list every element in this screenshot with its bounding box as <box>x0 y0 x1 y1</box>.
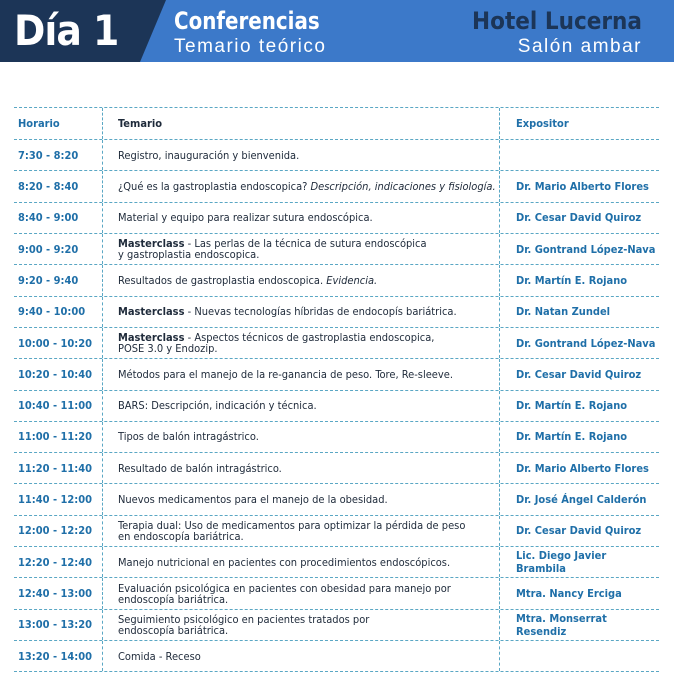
column-divider <box>499 422 500 452</box>
time-cell: 11:40 - 12:00 <box>18 493 92 507</box>
topic-cell <box>102 181 500 192</box>
time-cell: 11:00 - 11:20 <box>18 430 92 444</box>
speaker-cell: Dr. Cesar David Quiroz <box>516 211 642 225</box>
table-row <box>14 516 659 547</box>
table-row <box>14 484 659 515</box>
speaker-cell: Dr. Mario Alberto Flores <box>516 179 649 193</box>
column-divider <box>102 265 103 295</box>
speaker-cell: Dr. Cesar David Quiroz <box>516 367 642 381</box>
table-row <box>14 610 659 641</box>
column-divider <box>102 641 103 671</box>
topic-cell <box>102 369 500 380</box>
topic-text: Manejo nutricional en pacientes con procedimientos endoscópicos. <box>118 555 451 569</box>
room-name: Salón ambar <box>517 36 642 57</box>
table-row <box>14 453 659 484</box>
topic-italic: Evidencia. <box>326 273 378 287</box>
speaker-cell: Dr. Martín E. Rojano <box>516 399 628 413</box>
topic-text: Resultados de gastroplastia endoscopica. <box>118 273 327 287</box>
time-cell: 12:40 - 13:00 <box>18 587 92 601</box>
table-row <box>14 391 659 422</box>
topic-text: - Aspectos técnicos de gastroplastia endoscopica, <box>184 331 435 345</box>
column-divider <box>499 484 500 514</box>
column-divider <box>499 359 500 389</box>
topic-cell <box>102 614 500 636</box>
column-divider <box>499 391 500 421</box>
topic-bold: Masterclass <box>118 237 185 251</box>
time-cell: 10:00 - 10:20 <box>18 336 92 350</box>
speaker-cell: Dr. Mario Alberto Flores <box>516 461 649 475</box>
column-divider <box>102 484 103 514</box>
table-row <box>14 641 659 672</box>
topic-text: Resultado de balón intragástrico. <box>118 461 282 475</box>
time-cell: 9:20 - 9:40 <box>18 273 79 287</box>
speaker-cell: Dr. José Ángel Calderón <box>516 493 647 507</box>
column-divider <box>499 297 500 327</box>
column-divider <box>499 641 500 671</box>
topic-cell <box>102 463 500 474</box>
column-divider <box>499 171 500 201</box>
column-divider <box>102 234 103 264</box>
header-banner <box>0 0 674 62</box>
column-divider <box>102 297 103 327</box>
topic-text-line2: en endoscopía bariátrica. <box>118 529 244 543</box>
column-divider <box>102 140 103 170</box>
time-cell: 7:30 - 8:20 <box>18 148 79 162</box>
topic-cell <box>102 583 500 605</box>
speaker-cell: Dr. Martín E. Rojano <box>516 430 628 444</box>
topic-cell <box>102 557 500 568</box>
column-divider <box>499 203 500 233</box>
table-row <box>14 203 659 234</box>
time-cell: 12:00 - 12:20 <box>18 524 92 538</box>
header-speaker: Expositor <box>516 117 569 130</box>
schedule-table <box>14 107 659 672</box>
speaker-cell: Dr. Gontrand López-Nava <box>516 336 656 350</box>
topic-text: Tipos de balón intragástrico. <box>118 430 259 444</box>
topic-text-line2: endoscopía bariátrica. <box>118 592 229 606</box>
topic-cell <box>102 212 500 223</box>
topic-text: Métodos para el manejo de la re-ganancia de peso. Tore, Re-sleeve. <box>118 367 453 381</box>
column-divider <box>102 516 103 546</box>
time-cell: 13:20 - 14:00 <box>18 649 92 663</box>
topic-cell <box>102 494 500 505</box>
topic-text: Evaluación psicológica en pacientes con obesidad para manejo por <box>118 581 451 595</box>
column-divider <box>102 108 103 139</box>
column-divider <box>499 140 500 170</box>
time-cell: 9:00 - 9:20 <box>18 242 79 256</box>
time-cell: 12:20 - 12:40 <box>18 555 92 569</box>
table-row <box>14 328 659 359</box>
column-divider <box>499 578 500 608</box>
day-title: Día 1 <box>14 6 119 55</box>
topic-text: Terapia dual: Uso de medicamentos para optimizar la pérdida de peso <box>118 518 466 532</box>
column-divider <box>499 453 500 483</box>
table-row <box>14 547 659 578</box>
topic-cell <box>102 306 500 317</box>
topic-cell <box>102 520 500 542</box>
time-cell: 9:40 - 10:00 <box>18 305 86 319</box>
conference-subtitle: Temario teórico <box>174 36 327 57</box>
topic-bold: Masterclass <box>118 305 185 319</box>
topic-text: ¿Qué es la gastroplastia endoscopica? <box>118 179 311 193</box>
column-divider <box>102 422 103 452</box>
topic-cell <box>102 651 500 662</box>
table-row <box>14 234 659 265</box>
speaker-cell: Mtra. Monserrat Resendiz <box>516 611 607 638</box>
column-divider <box>499 108 500 139</box>
column-divider <box>102 453 103 483</box>
speaker-cell: Dr. Cesar David Quiroz <box>516 524 642 538</box>
table-row <box>14 297 659 328</box>
column-divider <box>499 234 500 264</box>
column-divider <box>102 610 103 640</box>
topic-text: Seguimiento psicológico en pacientes tratados por <box>118 612 370 626</box>
speaker-cell: Lic. Diego Javier Brambila <box>516 549 607 576</box>
column-divider <box>499 265 500 295</box>
topic-text-line2: POSE 3.0 y Endozip. <box>118 342 218 356</box>
table-row <box>14 359 659 390</box>
topic-cell <box>102 332 500 354</box>
column-divider <box>102 578 103 608</box>
speaker-cell: Dr. Natan Zundel <box>516 305 611 319</box>
topic-cell <box>102 275 500 286</box>
topic-text-line2: endoscopía bariátrica. <box>118 623 229 637</box>
venue-name: Hotel Lucerna <box>472 7 642 35</box>
time-cell: 13:00 - 13:20 <box>18 618 92 632</box>
column-divider <box>102 547 103 577</box>
topic-text: - Nuevas tecnologías híbridas de endocopís bariátrica. <box>184 305 457 319</box>
topic-text: Nuevos medicamentos para el manejo de la obesidad. <box>118 493 388 507</box>
table-row <box>14 140 659 171</box>
column-divider <box>499 610 500 640</box>
topic-cell <box>102 150 500 161</box>
header-time: Horario <box>18 117 60 130</box>
column-divider <box>499 516 500 546</box>
table-header-row <box>14 108 659 140</box>
speaker-cell: Dr. Martín E. Rojano <box>516 273 628 287</box>
topic-text-line2: y gastroplastia endoscopica. <box>118 248 260 262</box>
column-divider <box>499 547 500 577</box>
time-cell: 8:20 - 8:40 <box>18 179 79 193</box>
topic-text: Material y equipo para realizar sutura endoscópica. <box>118 211 373 225</box>
table-row <box>14 265 659 296</box>
header-topic: Temario <box>118 117 163 130</box>
table-row <box>14 578 659 609</box>
column-divider <box>102 359 103 389</box>
time-cell: 10:40 - 11:00 <box>18 399 92 413</box>
topic-cell <box>102 431 500 442</box>
time-cell: 8:40 - 9:00 <box>18 211 79 225</box>
column-divider <box>102 171 103 201</box>
topic-text: Registro, inauguración y bienvenida. <box>118 148 300 162</box>
conference-title: Conferencias <box>174 7 320 35</box>
topic-text: Comida - Receso <box>118 649 201 663</box>
column-divider <box>102 203 103 233</box>
topic-italic: Descripción, indicaciones y fisiología. <box>310 179 496 193</box>
column-divider <box>499 328 500 358</box>
topic-bold: Masterclass <box>118 331 185 345</box>
speaker-cell: Mtra. Nancy Erciga <box>516 587 622 601</box>
topic-text: - Las perlas de la técnica de sutura endoscópica <box>184 237 427 251</box>
column-divider <box>102 328 103 358</box>
time-cell: 11:20 - 11:40 <box>18 461 92 475</box>
topic-cell <box>102 400 500 411</box>
topic-text: BARS: Descripción, indicación y técnica. <box>118 399 317 413</box>
table-row <box>14 171 659 202</box>
topic-cell <box>102 238 500 260</box>
time-cell: 10:20 - 10:40 <box>18 367 92 381</box>
table-row <box>14 422 659 453</box>
column-divider <box>102 391 103 421</box>
speaker-cell: Dr. Gontrand López-Nava <box>516 242 656 256</box>
